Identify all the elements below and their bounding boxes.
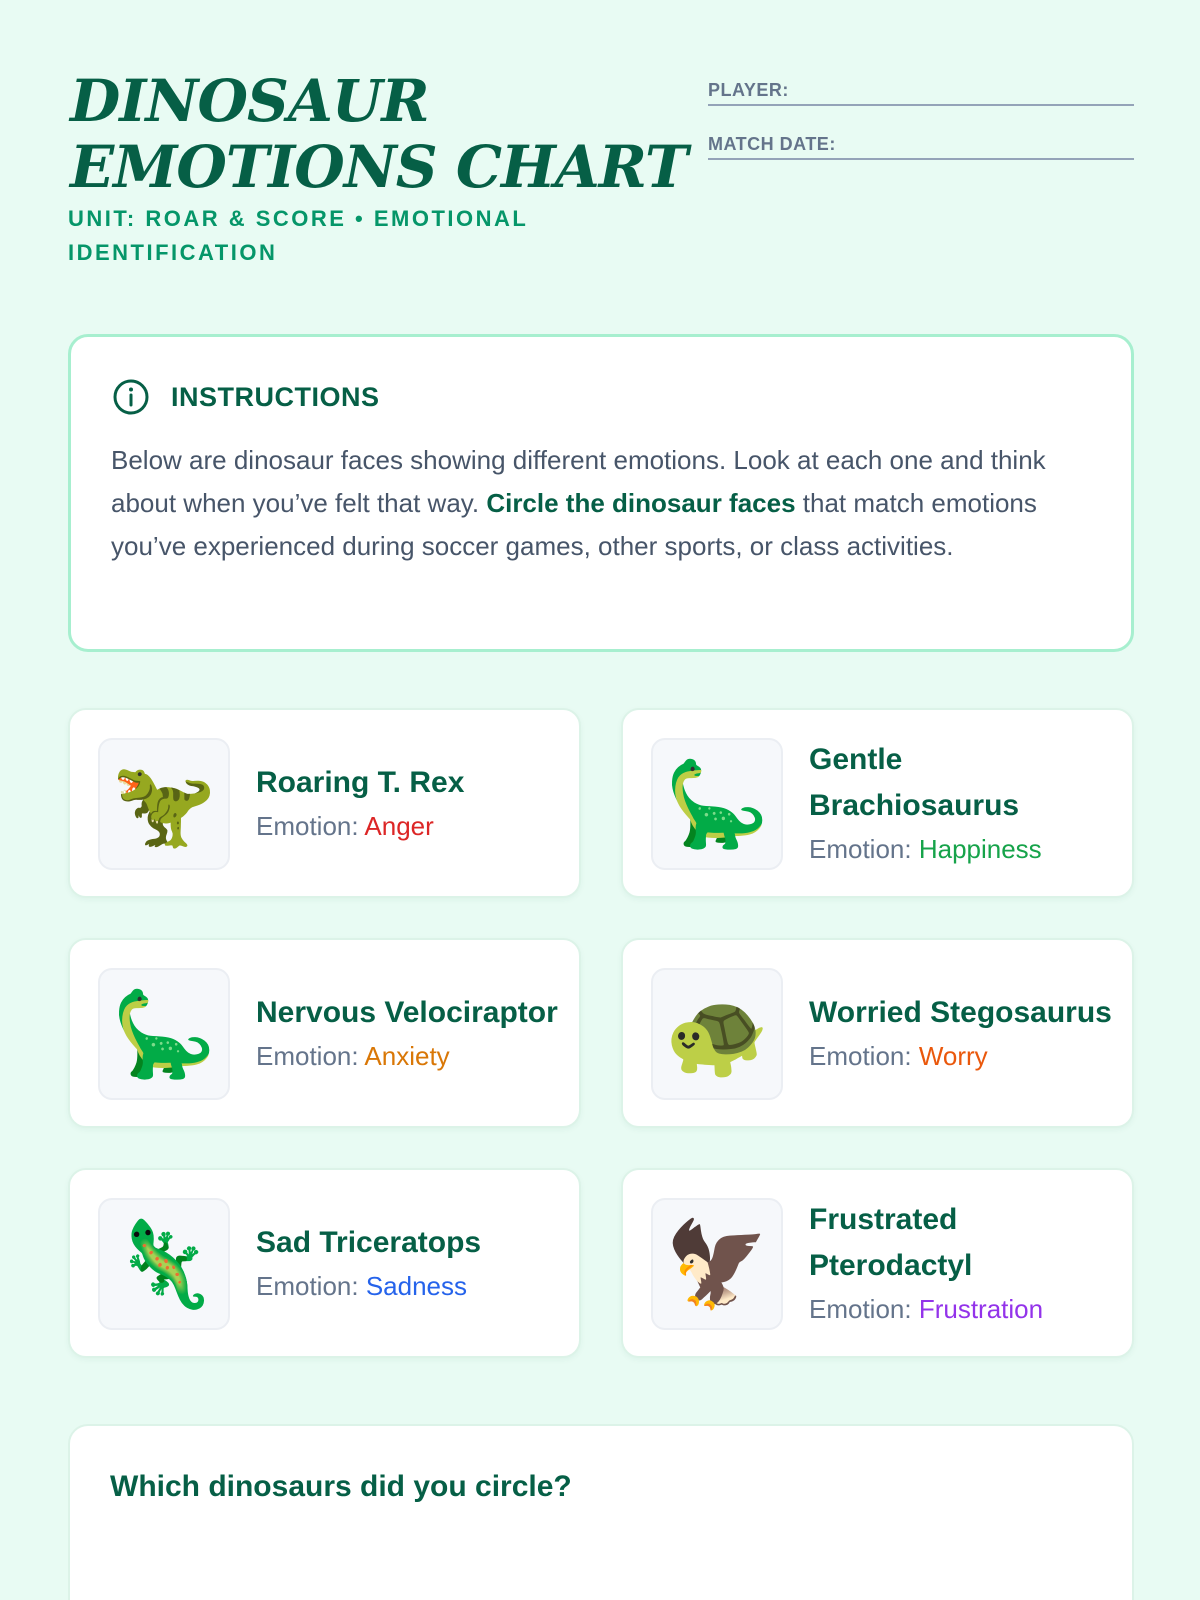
emotion-label: Emotion: <box>256 1271 366 1301</box>
dinosaur-name: Frustrated Pterodactyl <box>809 1203 973 1282</box>
dinosaur-name: Gentle Brachiosaurus <box>809 743 1020 822</box>
match-date-label: MATCH DATE: <box>708 134 836 154</box>
emotion-card[interactable] <box>68 1168 581 1358</box>
sauropod-icon: 🦕 <box>98 968 230 1100</box>
instructions-text-part-2: that match emotions you’ve experienced during soccer games, other sports, or class activities. <box>111 488 1037 561</box>
instructions-box <box>68 334 1134 652</box>
emotion-line <box>809 1036 1112 1076</box>
emotion-value: Anger <box>364 811 434 841</box>
sauropod-icon: 🦕 <box>651 738 783 870</box>
worksheet-header <box>68 68 1134 278</box>
emotion-value: Worry <box>918 1041 988 1071</box>
emotion-label: Emotion: <box>809 834 919 864</box>
emotion-line <box>256 806 559 846</box>
student-info-fields <box>708 76 1134 184</box>
turtle-icon: 🐢 <box>651 968 783 1100</box>
emotion-card[interactable] <box>68 708 581 898</box>
instructions-text-emphasis: Circle the dinosaur faces <box>486 488 796 518</box>
emotion-line <box>809 1289 1112 1329</box>
dinosaur-name: Worried Stegosaurus <box>809 996 1112 1029</box>
instructions-heading <box>111 377 1091 417</box>
card-text <box>809 940 1112 1126</box>
emotion-card[interactable] <box>621 708 1134 898</box>
title-line-2: EMOTIONS CHART <box>70 133 688 201</box>
card-text <box>256 710 559 896</box>
emotion-line <box>256 1036 559 1076</box>
emotion-label: Emotion: <box>809 1294 919 1324</box>
emotion-label: Emotion: <box>256 811 365 841</box>
emotion-card[interactable] <box>621 938 1134 1128</box>
dinosaur-name: Nervous Velociraptor <box>256 996 558 1029</box>
player-label: PLAYER: <box>708 80 789 100</box>
emotion-line <box>256 1266 559 1306</box>
unit-subtitle: UNIT: ROAR & SCORE • EMOTIONAL IDENTIFICATION <box>68 206 528 265</box>
instructions-text-part-1: Below are dinosaur faces showing different emotions. Look at each one and think about when you’ve felt that way. <box>111 445 1046 518</box>
eagle-icon: 🦅 <box>651 1198 783 1330</box>
reflection-question: Which dinosaurs did you circle? <box>110 1470 572 1503</box>
emotion-value: Happiness <box>918 834 1042 864</box>
page-title <box>70 68 690 200</box>
dinosaur-name: Roaring T. Rex <box>256 766 465 799</box>
card-text <box>256 1170 559 1356</box>
instructions-text <box>111 439 1091 568</box>
title-line-1: DINOSAUR <box>70 67 429 135</box>
emotion-line <box>809 829 1112 869</box>
emotion-card[interactable] <box>68 938 581 1128</box>
card-text <box>256 940 559 1126</box>
instructions-title: INSTRUCTIONS <box>171 381 380 412</box>
lizard-icon: 🦎 <box>98 1198 230 1330</box>
emotion-value: Sadness <box>365 1271 468 1301</box>
emotion-card[interactable] <box>621 1168 1134 1358</box>
emotion-value: Frustration <box>918 1294 1044 1324</box>
emotion-label: Emotion: <box>809 1041 919 1071</box>
player-field[interactable] <box>708 76 1134 106</box>
t-rex-icon: 🦖 <box>98 738 230 870</box>
match-date-field[interactable] <box>708 130 1134 160</box>
dinosaur-name: Sad Triceratops <box>256 1226 482 1259</box>
card-text <box>809 710 1112 896</box>
emotion-label: Emotion: <box>256 1041 365 1071</box>
reflection-box[interactable] <box>68 1424 1134 1600</box>
emotion-value: Anxiety <box>364 1041 450 1071</box>
card-text <box>809 1170 1112 1356</box>
info-icon <box>111 377 151 417</box>
